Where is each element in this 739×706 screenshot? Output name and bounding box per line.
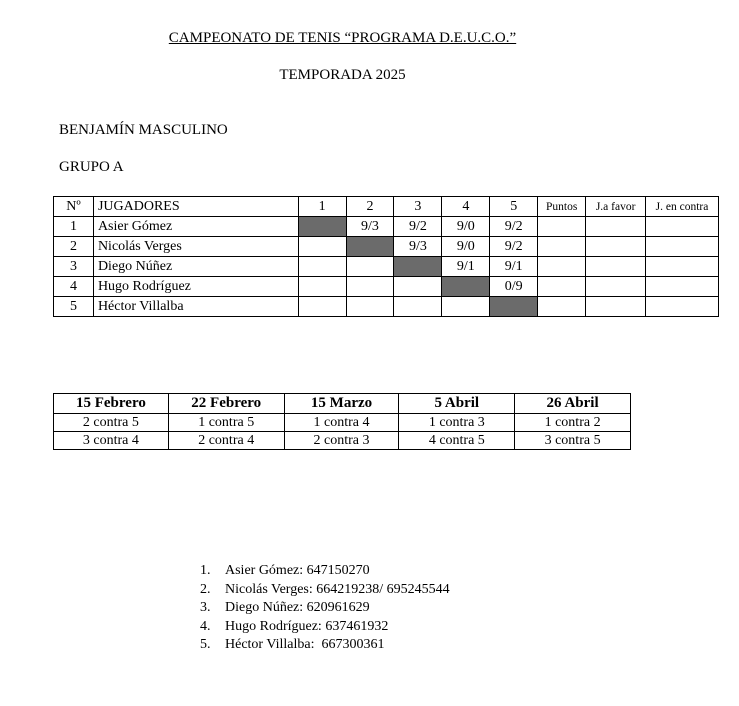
header-col-1: 1	[298, 197, 346, 217]
player-name: Héctor Villalba	[93, 297, 298, 317]
contact-text: Nicolás Verges: 664219238/ 695245544	[225, 581, 450, 597]
self-match-cell	[490, 297, 538, 317]
table-row	[54, 414, 631, 432]
list-item	[200, 636, 450, 655]
result-cell: 9/3	[346, 217, 394, 237]
row-num: 3	[54, 257, 94, 277]
schedule-date: 5 Abril	[399, 394, 515, 414]
table-row	[54, 297, 719, 317]
row-num: 2	[54, 237, 94, 257]
schedule-date: 15 Marzo	[284, 394, 399, 414]
contact-text: Diego Núñez: 620961629	[225, 600, 370, 615]
list-number: 4.	[200, 618, 211, 634]
player-name: Asier Gómez	[93, 217, 298, 237]
row-num: 5	[54, 297, 94, 317]
table-row	[54, 237, 719, 257]
player-name: Nicolás Verges	[93, 237, 298, 257]
self-match-cell	[346, 237, 394, 257]
match-cell: 3 contra 5	[515, 432, 631, 450]
row-num: 1	[54, 217, 94, 237]
player-name: Diego Núñez	[93, 257, 298, 277]
player-name: Hugo Rodríguez	[93, 277, 298, 297]
result-cell	[346, 277, 394, 297]
list-item	[200, 562, 450, 581]
schedule-date: 15 Febrero	[54, 394, 169, 414]
result-cell: 9/2	[490, 217, 538, 237]
header-points: Puntos	[538, 197, 586, 217]
result-cell: 9/2	[394, 217, 442, 237]
result-cell	[346, 257, 394, 277]
result-cell: 9/1	[490, 257, 538, 277]
match-cell: 3 contra 4	[54, 432, 169, 450]
season-label: TEMPORADA 2025	[279, 67, 406, 83]
self-match-cell	[442, 277, 490, 297]
results-header-row	[54, 197, 719, 217]
header-col-5: 5	[490, 197, 538, 217]
match-cell: 1 contra 4	[284, 414, 399, 432]
document-title: CAMPEONATO DE TENIS “PROGRAMA D.E.U.C.O.”	[168, 30, 517, 46]
games-for-cell	[586, 297, 646, 317]
result-cell	[298, 277, 346, 297]
schedule-date: 22 Febrero	[168, 394, 284, 414]
contact-list	[200, 562, 450, 655]
table-row	[54, 217, 719, 237]
schedule-date: 26 Abril	[515, 394, 631, 414]
contact-text: Héctor Villalba: 667300361	[225, 637, 385, 652]
header-num: Nº	[54, 197, 94, 217]
result-cell	[298, 297, 346, 317]
table-row	[54, 432, 631, 450]
match-cell: 2 contra 5	[54, 414, 169, 432]
header-col-2: 2	[346, 197, 394, 217]
games-for-cell	[586, 237, 646, 257]
match-cell: 1 contra 3	[399, 414, 515, 432]
table-row	[54, 257, 719, 277]
self-match-cell	[298, 217, 346, 237]
group-label: GRUPO A	[59, 159, 124, 175]
games-against-cell	[646, 277, 719, 297]
row-num: 4	[54, 277, 94, 297]
list-item	[200, 581, 450, 600]
result-cell: 9/2	[490, 237, 538, 257]
list-number: 2.	[200, 581, 211, 597]
result-cell: 9/0	[442, 237, 490, 257]
header-col-4: 4	[442, 197, 490, 217]
contact-text: Asier Gómez: 647150270	[225, 563, 370, 578]
category-label: BENJAMÍN MASCULINO	[59, 122, 228, 138]
header-players: JUGADORES	[93, 197, 298, 217]
games-against-cell	[646, 217, 719, 237]
match-cell: 2 contra 3	[284, 432, 399, 450]
table-row	[54, 277, 719, 297]
list-number: 5.	[200, 637, 211, 652]
contact-text: Hugo Rodríguez: 637461932	[225, 618, 389, 634]
list-item	[200, 599, 450, 618]
schedule-table	[53, 393, 631, 450]
result-cell	[298, 237, 346, 257]
result-cell: 0/9	[490, 277, 538, 297]
self-match-cell	[394, 257, 442, 277]
games-against-cell	[646, 297, 719, 317]
match-cell: 1 contra 2	[515, 414, 631, 432]
schedule-header-row	[54, 394, 631, 414]
result-cell	[394, 297, 442, 317]
games-against-cell	[646, 237, 719, 257]
result-cell	[346, 297, 394, 317]
header-games-for: J.a favor	[586, 197, 646, 217]
match-cell: 2 contra 4	[168, 432, 284, 450]
header-col-3: 3	[394, 197, 442, 217]
points-cell	[538, 277, 586, 297]
points-cell	[538, 237, 586, 257]
games-for-cell	[586, 277, 646, 297]
result-cell: 9/0	[442, 217, 490, 237]
list-number: 3.	[200, 600, 211, 615]
points-cell	[538, 297, 586, 317]
result-cell: 9/3	[394, 237, 442, 257]
result-cell	[298, 257, 346, 277]
points-cell	[538, 217, 586, 237]
match-cell: 4 contra 5	[399, 432, 515, 450]
games-for-cell	[586, 217, 646, 237]
list-number: 1.	[200, 563, 211, 578]
points-cell	[538, 257, 586, 277]
games-for-cell	[586, 257, 646, 277]
result-cell: 9/1	[442, 257, 490, 277]
results-table	[53, 196, 719, 317]
result-cell	[442, 297, 490, 317]
games-against-cell	[646, 257, 719, 277]
header-games-against: J. en contra	[646, 197, 719, 217]
match-cell: 1 contra 5	[168, 414, 284, 432]
result-cell	[394, 277, 442, 297]
list-item	[200, 618, 450, 637]
